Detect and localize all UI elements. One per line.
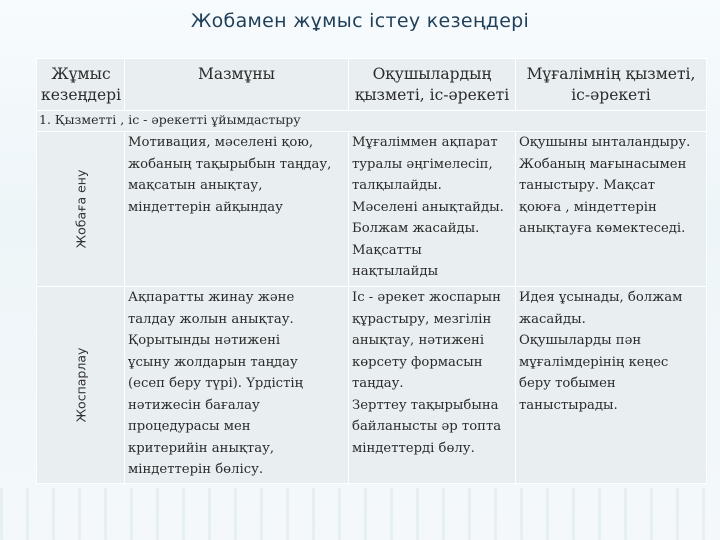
cell-line: Іс - әрекет жоспарын bbox=[352, 290, 501, 305]
header-content: Мазмұны bbox=[125, 59, 349, 111]
header-teacher-line: Мұғалімнің қызметі, bbox=[526, 65, 696, 83]
cell-line: мақсатын анықтау, bbox=[128, 178, 263, 193]
cell-line: ұсыну жолдарын таңдау bbox=[128, 354, 298, 370]
cell-line: Ақпаратты жинау және bbox=[128, 290, 295, 305]
teacher-cell bbox=[516, 132, 707, 287]
cell-line: Оқушыларды пән bbox=[519, 333, 642, 348]
cell-line: туралы әңгімелесіп, bbox=[352, 156, 493, 172]
cell-line: нақтылайды bbox=[352, 264, 439, 279]
cell-line: талдау жолын анықтау. bbox=[128, 311, 294, 327]
cell-line: анықтауға көмектеседі. bbox=[519, 221, 686, 236]
cell-line: құрастыру, мезгілін bbox=[352, 311, 492, 327]
header-students-line: қызметі, іс-әрекеті bbox=[354, 86, 510, 104]
header-row bbox=[37, 59, 707, 111]
content-cell bbox=[125, 287, 349, 484]
cell-line: мұғалімдерінің кеңес bbox=[519, 354, 669, 370]
cell-line: міндеттерді бөлу. bbox=[352, 440, 475, 456]
header-stages bbox=[37, 59, 125, 111]
page-title: Жобамен жұмыс істеу кезеңдері bbox=[190, 10, 530, 32]
stage-label: Жоспарлау bbox=[72, 347, 88, 423]
students-cell bbox=[349, 287, 516, 484]
table-row bbox=[37, 287, 707, 484]
background-decoration bbox=[0, 488, 720, 540]
content-cell bbox=[125, 132, 349, 287]
cell-line: таныстыру. Мақсат bbox=[519, 178, 656, 193]
cell-line: нәтижесін бағалау bbox=[128, 397, 260, 413]
cell-line: Жобаның мағынасымен bbox=[519, 156, 687, 172]
cell-line: Идея ұсынады, болжам bbox=[519, 290, 683, 305]
students-cell bbox=[349, 132, 516, 287]
cell-line: Зерттеу тақырыбына bbox=[352, 397, 499, 413]
cell-line: талқылайды. bbox=[352, 178, 442, 193]
header-teacher-line: іс-әрекеті bbox=[571, 86, 651, 104]
cell-line: көрсету формасын bbox=[352, 354, 483, 370]
cell-line: Мотивация, мәселені қою, bbox=[128, 135, 314, 150]
cell-line: процедурасы мен bbox=[128, 419, 251, 434]
cell-line: таныстырады. bbox=[519, 397, 618, 413]
cell-line: (есеп беру түрі). Үрдістің bbox=[128, 376, 304, 391]
stage-label: Жобаға ену bbox=[72, 169, 88, 249]
cell-line: критерийін анықтау, bbox=[128, 440, 275, 456]
section-label: 1. Қызметті , іс - әрекетті ұйымдастыру bbox=[37, 111, 707, 132]
cell-line: байланысты әр топта bbox=[352, 419, 502, 434]
stage-cell bbox=[37, 287, 125, 484]
cell-line: Қорытынды нәтижені bbox=[128, 333, 281, 348]
section-row bbox=[37, 111, 707, 132]
table-row bbox=[37, 132, 707, 287]
cell-line: Мақсатты bbox=[352, 242, 422, 258]
stages-table bbox=[36, 58, 707, 484]
cell-line: міндеттерін бөлісу. bbox=[128, 462, 264, 477]
cell-line: Мұғаліммен ақпарат bbox=[352, 135, 498, 150]
header-students bbox=[349, 59, 516, 111]
cell-line: беру тобымен bbox=[519, 376, 616, 391]
cell-line: Болжам жасайды. bbox=[352, 221, 480, 236]
cell-line: жобаның тақырыбын таңдау, bbox=[128, 156, 332, 172]
cell-line: анықтау, нәтижені bbox=[352, 333, 485, 348]
header-stages-line: Жұмыс bbox=[51, 65, 111, 83]
teacher-cell bbox=[516, 287, 707, 484]
stage-cell bbox=[37, 132, 125, 287]
header-teacher bbox=[516, 59, 707, 111]
header-stages-line: кезеңдері bbox=[41, 86, 122, 104]
cell-line: қоюға , міндеттерін bbox=[519, 199, 657, 215]
cell-line: таңдау. bbox=[352, 376, 404, 391]
header-students-line: Оқушылардың bbox=[372, 65, 492, 83]
cell-line: Мәселені анықтайды. bbox=[352, 199, 504, 215]
cell-line: Оқушыны ынталандыру. bbox=[519, 135, 691, 150]
cell-line: жасайды. bbox=[519, 311, 586, 327]
cell-line: міндеттерін айқындау bbox=[128, 199, 283, 215]
